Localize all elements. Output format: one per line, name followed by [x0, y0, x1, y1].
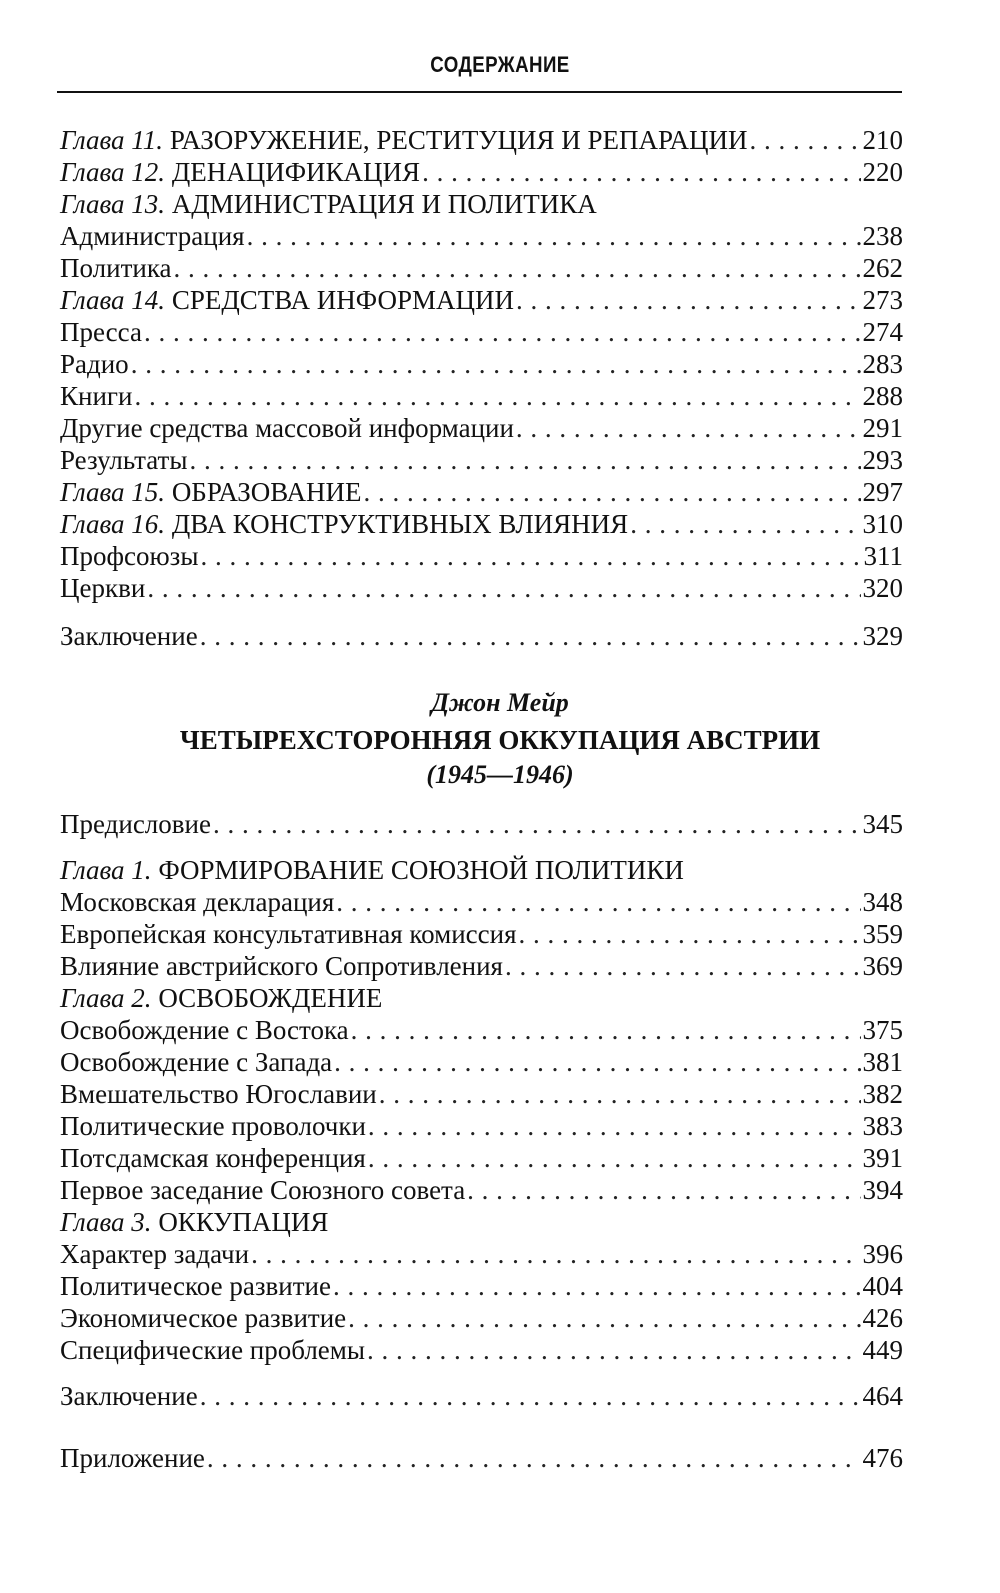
toc-section-row [60, 950, 903, 982]
page-number: 426 [862, 1303, 903, 1333]
entry-title: Европейская консультативная комиссия [60, 919, 517, 949]
toc-section-row [60, 1110, 903, 1142]
page-number: 449 [862, 1335, 903, 1365]
dot-leader [334, 1046, 860, 1078]
toc-section-row [60, 1014, 903, 1046]
toc-section-row [60, 1174, 903, 1206]
toc-section-row [60, 620, 903, 652]
entry-title: СРЕДСТВА ИНФОРМАЦИИ [165, 285, 514, 315]
entry-title: ОСВОБОЖДЕНИЕ [151, 983, 383, 1013]
entry-title: Экономическое развитие [60, 1303, 347, 1333]
dot-leader [750, 124, 861, 156]
toc-chapter-row [60, 982, 903, 1014]
toc-entry-label [60, 284, 514, 316]
entry-title: Другие средства массовой информации [60, 413, 514, 443]
dot-leader [379, 1078, 861, 1110]
toc-entry-label [60, 252, 172, 284]
page-number: 320 [862, 573, 903, 603]
dot-leader [213, 808, 861, 840]
toc-section-row [60, 572, 903, 604]
toc-section-row [60, 252, 903, 284]
toc-entry-label [60, 1046, 332, 1078]
toc-entry-label [60, 1380, 198, 1412]
toc-entry-label [60, 1014, 349, 1046]
page-number: 382 [862, 1079, 903, 1109]
entry-title: ДЕНАЦИФИКАЦИЯ [165, 157, 421, 187]
dot-leader [200, 540, 861, 572]
toc-entry-label [60, 412, 514, 444]
page-number: 293 [862, 445, 903, 475]
toc-entry-label [60, 508, 628, 540]
toc-section-row [60, 444, 903, 476]
entry-title: АДМИНИСТРАЦИЯ И ПОЛИТИКА [165, 189, 597, 219]
chapter-number: Глава 2. [60, 983, 152, 1013]
page-number: 311 [863, 541, 903, 571]
entry-title: Предисловие [60, 809, 211, 839]
toc-entry-label [60, 1270, 331, 1302]
dot-leader [630, 508, 860, 540]
toc-entry-label [60, 1110, 366, 1142]
toc-entry-label [60, 156, 420, 188]
dot-leader [251, 1238, 860, 1270]
chapter-number: Глава 15. [60, 477, 166, 507]
toc-entry-label [60, 220, 245, 252]
page-number: 288 [862, 381, 903, 411]
toc-entry-label [60, 1206, 328, 1238]
page-number: 283 [862, 349, 903, 379]
toc-entry-label [60, 918, 516, 950]
page-number: 369 [862, 951, 903, 981]
dot-leader [131, 348, 861, 380]
entry-title: РАЗОРУЖЕНИЕ, РЕСТИТУЦИЯ И РЕПАРАЦИИ [163, 125, 748, 155]
toc-section-row [60, 540, 903, 572]
dot-leader [247, 220, 861, 252]
toc-entry-label [60, 982, 382, 1014]
entry-title: Влияние австрийского Сопротивления [60, 951, 503, 981]
toc-entry-label [60, 380, 132, 412]
header-rule [57, 91, 902, 93]
page-number: 262 [862, 253, 903, 283]
chapter-number: Глава 3. [60, 1207, 152, 1237]
chapter-number: Глава 1. [60, 855, 152, 885]
running-head: СОДЕРЖАНИЕ [430, 52, 570, 77]
page-number: 297 [862, 477, 903, 507]
toc-section-row [60, 1078, 903, 1110]
entry-title: Освобождение с Востока [60, 1015, 349, 1045]
toc-entry-label [60, 1078, 377, 1110]
dot-leader [147, 572, 860, 604]
entry-title: Освобождение с Запада [60, 1047, 333, 1077]
toc-section-row [60, 1142, 903, 1174]
toc-entry-label [60, 1238, 249, 1270]
dot-leader [144, 316, 861, 348]
toc-entry-label [60, 1334, 365, 1366]
toc-section-row [60, 886, 903, 918]
page-number: 310 [862, 509, 903, 539]
page-number: 391 [862, 1143, 903, 1173]
page-number: 404 [862, 1271, 903, 1301]
toc-section-row [60, 1380, 903, 1412]
dot-leader [351, 1014, 861, 1046]
toc-section-row [60, 808, 903, 840]
toc-entry-label [60, 124, 748, 156]
page-number: 381 [862, 1047, 903, 1077]
toc-section-row [60, 1302, 903, 1334]
toc-entry-label [60, 316, 142, 348]
toc-entry-label [60, 348, 129, 380]
entry-title: Московская декларация [60, 887, 335, 917]
toc-chapter-row [60, 284, 903, 316]
dot-leader [174, 252, 861, 284]
page-number: 238 [862, 221, 903, 251]
page-number: 476 [862, 1443, 903, 1473]
page-number: 464 [862, 1381, 903, 1411]
page-number: 345 [862, 809, 903, 839]
toc-section-row [60, 1046, 903, 1078]
entry-title: Политическое развитие [60, 1271, 331, 1301]
dot-leader [134, 380, 860, 412]
entry-title: Администрация [60, 221, 245, 251]
entry-title: Специфические проблемы [60, 1335, 366, 1365]
entry-title: Характер задачи [60, 1239, 250, 1269]
dot-leader [364, 476, 861, 508]
page-number: 383 [862, 1111, 903, 1141]
entry-title: Потсдамская конференция [60, 1143, 366, 1173]
dot-leader [207, 1442, 861, 1474]
toc-entry-label [60, 808, 211, 840]
toc-entry-label [60, 854, 684, 886]
page-number: 396 [862, 1239, 903, 1269]
chapter-number: Глава 12. [60, 157, 166, 187]
toc-section-row [60, 1270, 903, 1302]
chapter-number: Глава 13. [60, 189, 166, 219]
toc-section-row [60, 1334, 903, 1366]
dot-leader [348, 1302, 860, 1334]
author-name: Джон Мейр [431, 688, 569, 717]
toc-section-row [60, 380, 903, 412]
entry-title: Вмешательство Югославии [60, 1079, 377, 1109]
dot-leader [200, 620, 861, 652]
chapter-number: Глава 16. [60, 509, 166, 539]
toc-entry-label [60, 476, 362, 508]
toc-chapter-row [60, 156, 903, 188]
entry-title: Результаты [60, 445, 188, 475]
toc-chapter-row [60, 508, 903, 540]
dot-leader [368, 1142, 861, 1174]
toc-entry-label [60, 572, 145, 604]
dot-leader [467, 1174, 860, 1206]
entry-title: Профсоюзы [60, 541, 199, 571]
toc-entry-label [60, 1174, 465, 1206]
toc-section-row [60, 412, 903, 444]
toc-entry-label [60, 950, 503, 982]
dot-leader [336, 886, 860, 918]
entry-title: Заключение [60, 621, 198, 651]
toc-section-row [60, 1238, 903, 1270]
page-number: 291 [862, 413, 903, 443]
book-years: (1945—1946) [426, 760, 574, 789]
toc-entry-label [60, 886, 334, 918]
page-number: 273 [862, 285, 903, 315]
page-number: 394 [862, 1175, 903, 1205]
dot-leader [367, 1334, 860, 1366]
toc-entry-label [60, 620, 198, 652]
entry-title: Первое заседание Союзного совета [60, 1175, 466, 1205]
entry-title: Политика [60, 253, 172, 283]
book-title: ЧЕТЫРЕХСТОРОННЯЯ ОККУПАЦИЯ АВСТРИИ [179, 725, 821, 755]
toc-section-row [60, 918, 903, 950]
page-number: 274 [862, 317, 903, 347]
entry-title: Церкви [60, 573, 146, 603]
entry-title: Радио [60, 349, 129, 379]
dot-leader [516, 412, 861, 444]
dot-leader [200, 1380, 861, 1412]
entry-title: ОККУПАЦИЯ [151, 1207, 329, 1237]
toc-entry-label [60, 1442, 205, 1474]
page-number: 375 [862, 1015, 903, 1045]
toc-section-row [60, 220, 903, 252]
chapter-number: Глава 11. [60, 125, 164, 155]
page-number: 220 [862, 157, 903, 187]
toc-chapter-row [60, 854, 903, 886]
toc-chapter-row [60, 124, 903, 156]
entry-title: ФОРМИРОВАНИЕ СОЮЗНОЙ ПОЛИТИКИ [151, 855, 684, 885]
toc-entry-label [60, 540, 198, 572]
entry-title: Приложение [60, 1443, 205, 1473]
toc-entry-label [60, 188, 597, 220]
page-number: 210 [862, 125, 903, 155]
dot-leader [333, 1270, 861, 1302]
dot-leader [505, 950, 861, 982]
dot-leader [368, 1110, 861, 1142]
entry-title: Заключение [60, 1381, 198, 1411]
toc-entry-label [60, 1302, 346, 1334]
dot-leader [190, 444, 861, 476]
toc-chapter-row [60, 188, 903, 220]
toc-chapter-row [60, 476, 903, 508]
toc-section-row [60, 1442, 903, 1474]
toc-entry-label [60, 1142, 366, 1174]
dot-leader [518, 918, 860, 950]
entry-title: Пресса [60, 317, 142, 347]
toc-chapter-row [60, 1206, 903, 1238]
page-number: 348 [862, 887, 903, 917]
dot-leader [422, 156, 860, 188]
toc-section-row [60, 348, 903, 380]
dot-leader [516, 284, 861, 316]
page-number: 359 [862, 919, 903, 949]
entry-title: Политические проволочки [60, 1111, 366, 1141]
entry-title: Книги [60, 381, 133, 411]
page-number: 329 [862, 621, 903, 651]
toc-entry-label [60, 444, 188, 476]
chapter-number: Глава 14. [60, 285, 166, 315]
toc-section-row [60, 316, 903, 348]
entry-title: ДВА КОНСТРУКТИВНЫХ ВЛИЯНИЯ [165, 509, 629, 539]
entry-title: ОБРАЗОВАНИЕ [165, 477, 362, 507]
